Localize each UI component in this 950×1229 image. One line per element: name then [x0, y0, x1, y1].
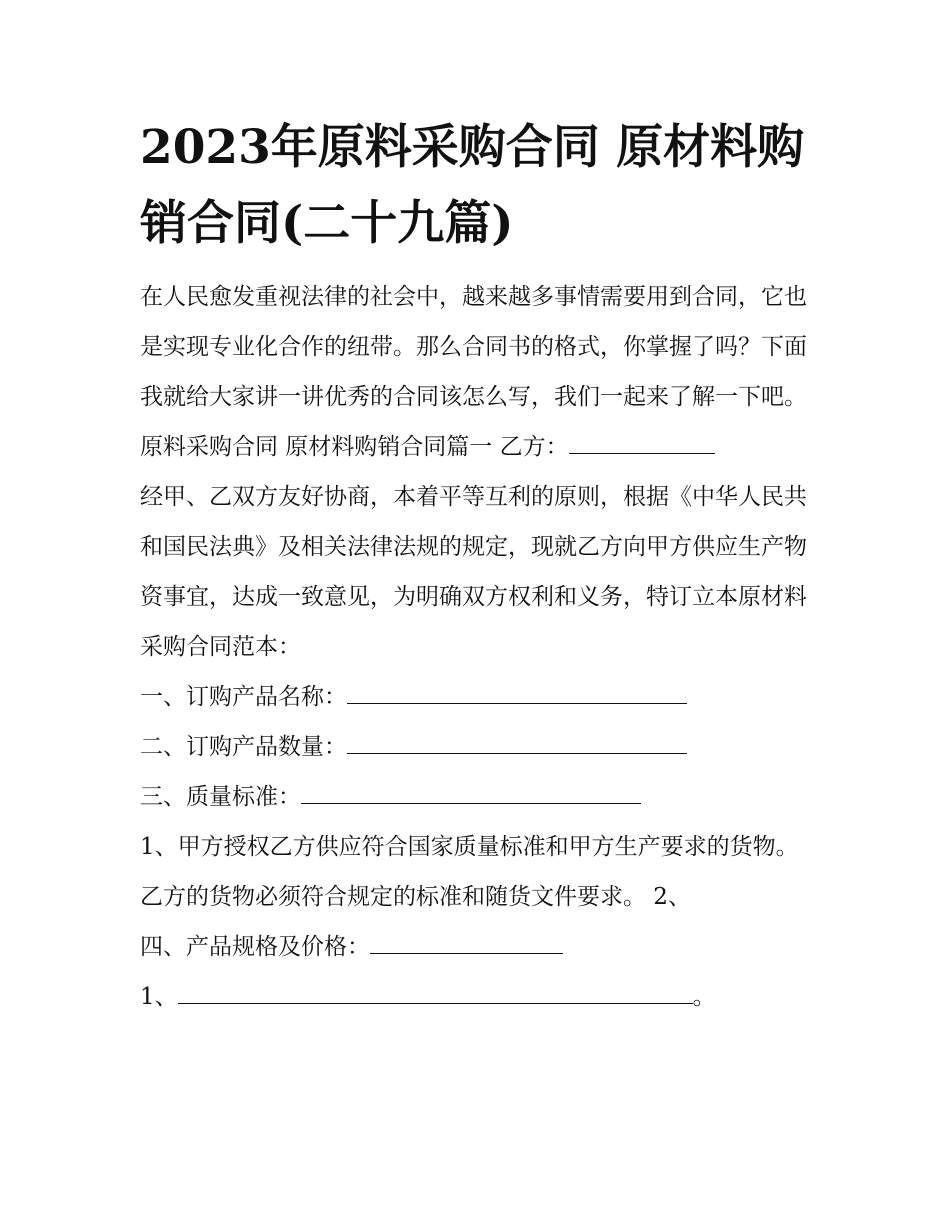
quality-standard-blank — [301, 785, 641, 804]
spec-price-label: 四、产品规格及价格： — [140, 934, 370, 960]
quality-standard-label: 三、质量标准： — [140, 784, 301, 810]
spec-price-line — [140, 922, 820, 972]
product-quantity-line — [140, 722, 820, 772]
product-quantity-label: 二、订购产品数量： — [140, 734, 347, 760]
document-page — [140, 110, 820, 1022]
product-name-line — [140, 672, 820, 722]
agreement-paragraph: 经甲、乙双方友好协商，本着平等互利的原则，根据《中华人民共和国民法典》及相关法律法规的规定，现就乙方向甲方供应生产物资事宜，达成一致意见，为明确双方权利和义务，特订立本原材料采购合同范本： — [140, 484, 807, 660]
spec-item-1-line — [140, 972, 820, 1022]
document-title: 2023年原料采购合同 原材料购销合同(二十九篇) — [140, 120, 805, 251]
spec-item-1-blank — [178, 985, 693, 1004]
spec-item-1-prefix: 1、 — [140, 984, 178, 1010]
quality-standard-line — [140, 772, 820, 822]
section-heading — [140, 422, 820, 472]
product-name-label: 一、订购产品名称： — [140, 684, 347, 710]
intro-paragraph: 在人民愈发重视法律的社会中，越来越多事情需要用到合同，它也是实现专业化合作的纽带。那么合同书的格式，你掌握了吗？下面我就给大家讲一讲优秀的合同该怎么写，我们一起来了解一下吧。 — [140, 284, 807, 410]
spec-item-1-suffix: 。 — [692, 984, 716, 1010]
product-name-blank — [347, 685, 687, 704]
spec-price-blank — [370, 935, 563, 954]
quality-clause-paragraph: 1、甲方授权乙方供应符合国家质量标准和甲方生产要求的货物。乙方的货物必须符合规定的标准和随货文件要求。 2、 — [140, 834, 799, 910]
section-heading-text: 原料采购合同 原材料购销合同篇一 乙方： — [140, 434, 569, 460]
party-b-blank — [569, 435, 715, 454]
product-quantity-blank — [347, 735, 687, 754]
